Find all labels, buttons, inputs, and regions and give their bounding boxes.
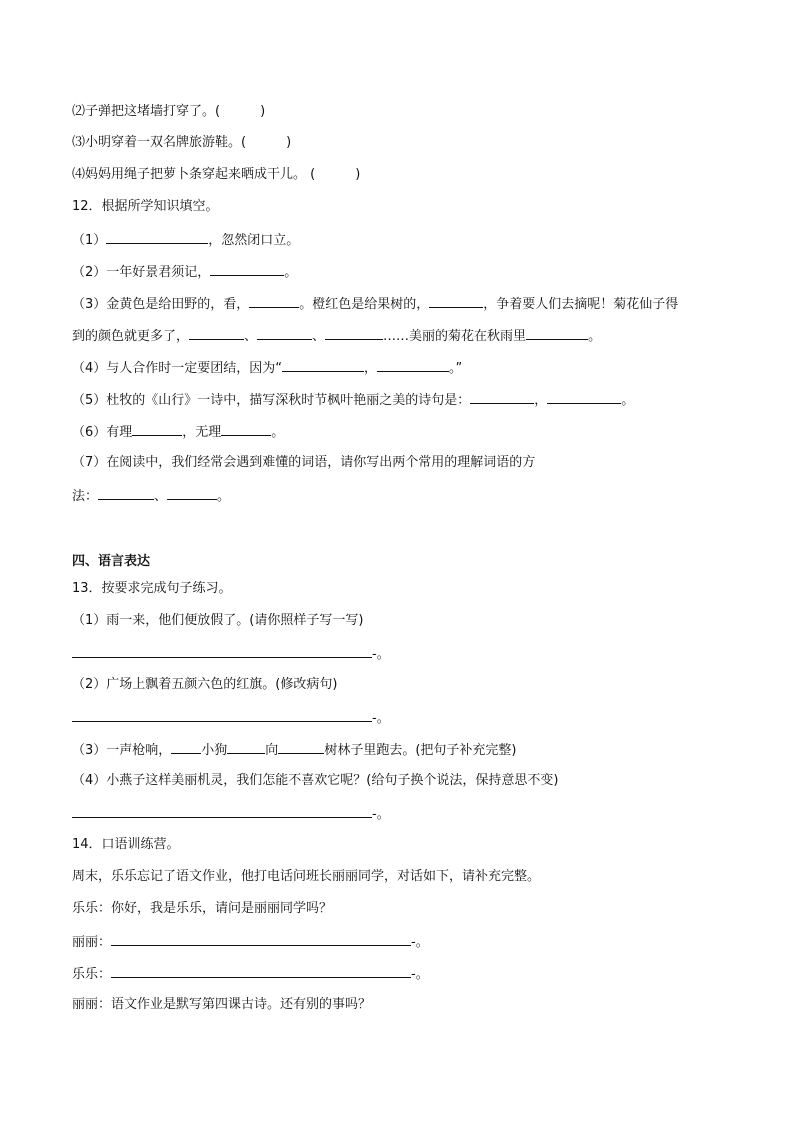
answer-blank[interactable] [132, 422, 182, 436]
section-heading: 四、语言表达 [72, 554, 151, 569]
q11-item-2: ⑵子弹把这堵墙打穿了。( ) [72, 104, 266, 119]
answer-line[interactable] [72, 644, 372, 658]
q13-title: 13．按要求完成句子练习。 [72, 581, 232, 596]
dialogue-line-3: 乐乐： -。 [72, 964, 429, 982]
answer-blank[interactable] [325, 326, 383, 340]
q11-item-4: ⑷妈妈用绳子把萝卜条穿起来晒成干儿。 ( ) [72, 167, 361, 182]
q11-item-3: ⑶小明穿着一双名牌旅游鞋。( ) [72, 135, 292, 150]
q12-part-1: （1） ，忽然闭口立。 [72, 230, 299, 248]
dialogue-line-2: 丽丽： -。 [72, 932, 429, 950]
q12-part-7-line-1: （7）在阅读中，我们经常会遇到难懂的词语，请你写出两个常用的理解词语的方 [72, 455, 536, 470]
dialogue-line-1: 乐乐：你好，我是乐乐，请问是丽丽同学吗？ [72, 901, 333, 916]
answer-blank[interactable] [429, 294, 483, 308]
q14-title: 14．口语训练营。 [72, 837, 180, 852]
q13-item-3: （3）一声枪响， 小狗 向 树林子里跑去。(把句子补充完整) [72, 740, 516, 758]
q13-item-2: （2）广场上飘着五颜六色的红旗。(修改病句) [72, 677, 338, 692]
q12-part-3-line-2: 到的颜色就更多了， 、 、 ……美丽的菊花在秋雨里 。 [72, 326, 601, 344]
answer-blank[interactable] [278, 740, 324, 754]
answer-blank[interactable] [210, 262, 284, 276]
dialogue-line-4: 丽丽：语文作业是默写第四课古诗。还有别的事吗？ [72, 997, 372, 1012]
answer-blank[interactable] [221, 422, 271, 436]
answer-blank[interactable] [106, 230, 208, 244]
answer-blank[interactable] [377, 358, 449, 372]
answer-line[interactable] [111, 964, 411, 978]
answer-blank[interactable] [547, 390, 621, 404]
answer-line[interactable] [111, 932, 411, 946]
q12-part-3-line-1: （3）金黄色是给田野的，看， 。橙红色是给果树的， ，争着要人们去摘呢！菊花仙子得 [72, 294, 678, 312]
q12-part-7-line-2: 法： 、 。 [72, 486, 230, 504]
answer-line[interactable] [72, 804, 372, 818]
answer-blank[interactable] [526, 326, 588, 340]
q13-answer-line-2: -。 [72, 708, 390, 726]
answer-blank[interactable] [282, 358, 364, 372]
q12-part-2: （2）一年好景君须记， 。 [72, 262, 297, 280]
answer-blank[interactable] [98, 486, 154, 500]
answer-blank[interactable] [257, 326, 312, 340]
q12-part-5: （5）杜牧的《山行》一诗中，描写深秋时节枫叶艳丽之美的诗句是： ， 。 [72, 390, 634, 408]
q14-intro: 周末，乐乐忘记了语文作业，他打电话问班长丽丽同学，对话如下，请补充完整。 [72, 869, 541, 884]
answer-blank[interactable] [249, 294, 299, 308]
q12-part-4: （4）与人合作时一定要团结，因为“ ， 。” [72, 358, 462, 376]
answer-line[interactable] [72, 708, 372, 722]
answer-blank[interactable] [227, 740, 265, 754]
q13-item-4: （4）小燕子这样美丽机灵，我们怎能不喜欢它呢？(给句子换个说法，保持意思不变) [72, 773, 559, 788]
answer-blank[interactable] [189, 326, 244, 340]
answer-blank[interactable] [167, 486, 217, 500]
q13-answer-line-1: -。 [72, 644, 390, 662]
q13-item-1: （1）雨一来，他们便放假了。(请你照样子写一写) [72, 613, 364, 628]
q13-answer-line-4: -。 [72, 804, 390, 822]
answer-blank[interactable] [171, 740, 201, 754]
q12-title: 12．根据所学知识填空。 [72, 199, 219, 214]
answer-blank[interactable] [470, 390, 534, 404]
q12-part-6: （6）有理 ，无理 。 [72, 422, 284, 440]
